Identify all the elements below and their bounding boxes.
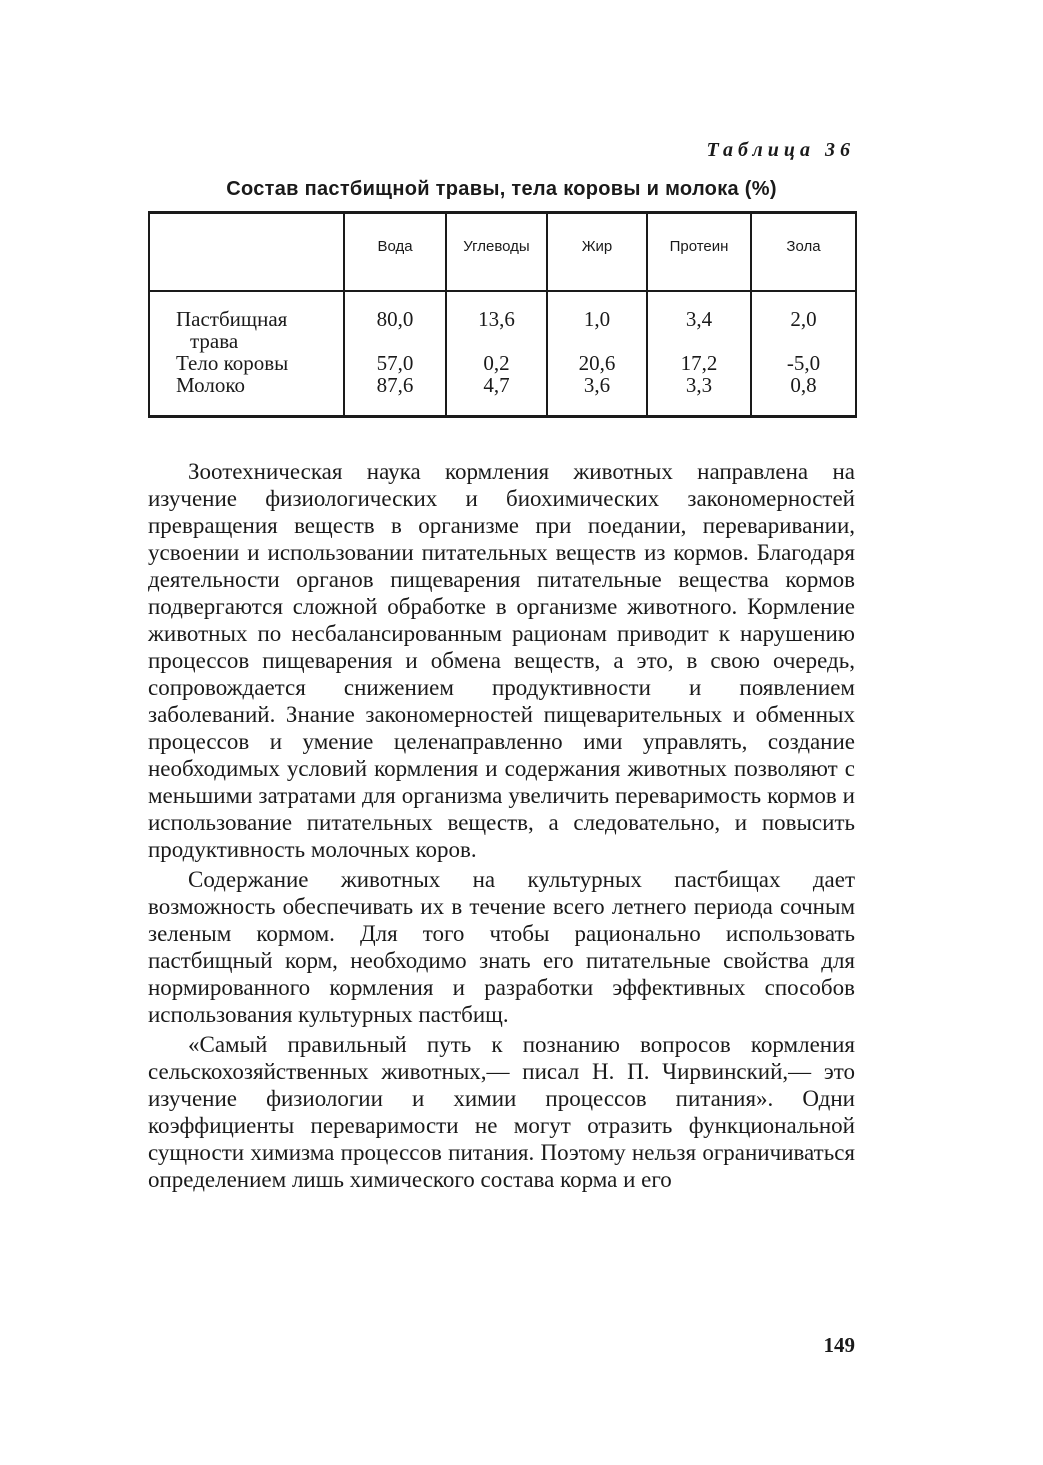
table-body-row [149, 291, 856, 417]
table-cell: 20,6 [578, 350, 616, 375]
header-carbohydrates: Углеводы [446, 213, 547, 291]
table-cell: -5,0 [786, 350, 821, 375]
composition-table [148, 211, 857, 418]
table-cell: 57,0 [376, 350, 414, 375]
table-cell: 1,0 [583, 306, 611, 331]
table-cell: 0,8 [790, 372, 817, 397]
table-cell: 87,6 [376, 372, 414, 397]
table-cell: 13,6 [478, 306, 515, 331]
row-name-pasture-grass: Пастбищная [176, 306, 288, 331]
ash-values-cell [751, 291, 856, 417]
table-cell: 4,7 [483, 372, 510, 397]
table-header-row [149, 213, 856, 291]
page-number: 149 [823, 1333, 855, 1357]
protein-values-cell [647, 291, 751, 417]
table-label: Таблица 36 [706, 139, 855, 161]
table-caption: Состав пастбищной травы, тела коровы и молока (%) [226, 178, 777, 200]
carbohydrates-values-cell [446, 291, 547, 417]
table-cell-spacer [752, 330, 855, 352]
table-cell: 3,4 [685, 306, 713, 331]
row-name-pasture-grass-cont: трава [190, 328, 239, 353]
paragraph: Зоотехническая наука кормления животных направлена на изучение физиологических и биохимических закономерностей превращения веществ в организме при поедании, переваривании, усвоении и использовании питательных веществ из кормов. Благодаря деятельности органов пищеварения питательные вещества кормов подвергаются сложной обработке в организме животного. Кормление животных по несбалансированным рационам приводит к нарушению процессов пищеварения и обмена веществ, а это, в свою очередь, сопровождается снижением продуктивности и появлением заболеваний. Знание закономерностей пищеварительных и обменных процессов и умение целенаправленно ими управлять, создание необходимых условий кормления и содержания животных позволяют с меньшими затратами для организма увеличить переваримость кормов и использование питательных веществ, а следовательно, и повысить продуктивность молочных коров. [148, 459, 855, 862]
body-text [148, 458, 855, 1193]
table-cell: 17,2 [680, 350, 718, 375]
header-water: Вода [344, 213, 446, 291]
fat-values-cell [547, 291, 647, 417]
paragraph: Содержание животных на культурных пастбищах дает возможность обеспечивать их в течение всего летнего периода сочным зеленым кормом. Для того чтобы рационально использовать пастбищный корм, необходимо знать его питательные свойства для нормированного кормления и разработки эффективных способов использования культурных пастбищ. [148, 867, 855, 1027]
table-cell-spacer [548, 330, 646, 352]
table-cell: 80,0 [376, 306, 414, 331]
water-values-cell [344, 291, 446, 417]
header-protein: Протеин [647, 213, 751, 291]
header-fat: Жир [547, 213, 647, 291]
table-cell: 0,2 [483, 350, 510, 375]
row-names-cell [149, 291, 344, 417]
header-empty [149, 213, 344, 291]
book-page [148, 0, 855, 1465]
table-cell: 2,0 [790, 306, 817, 331]
composition-table-wrapper [148, 211, 855, 418]
table-cell-spacer [345, 330, 445, 352]
table-cell: 3,6 [583, 372, 611, 397]
table-cell: 3,3 [685, 372, 713, 397]
paragraph: «Самый правильный путь к познанию вопросов кормления сельскохозяйственных животных,— писал Н. П. Чирвинский,— это изучение физиологии и химии процессов питания». Одни коэффициенты переваримости не могут отразить функциональной сущности химизма процессов питания. Поэтому нельзя ограничиваться определением лишь химического состава корма и его [148, 1032, 855, 1192]
table-cell-spacer [648, 330, 750, 352]
row-name-cow-body: Тело коровы [176, 350, 289, 375]
table-cell-spacer [447, 330, 546, 352]
row-name-milk: Молоко [176, 372, 245, 397]
header-ash: Зола [751, 213, 856, 291]
